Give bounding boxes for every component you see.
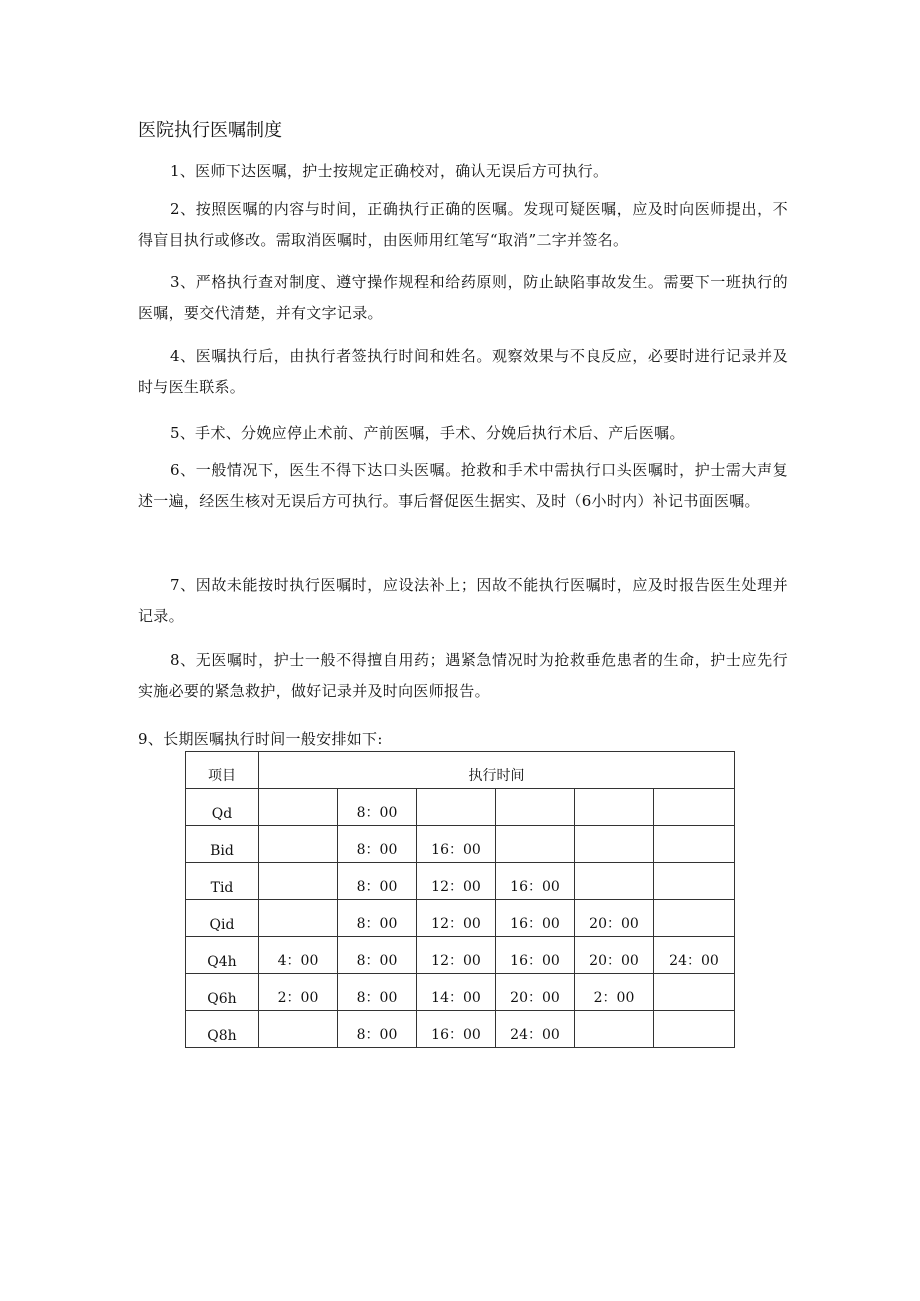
time-cell: 12：00	[417, 900, 496, 937]
row-item-cell: Tid	[186, 863, 259, 900]
table-row	[186, 937, 735, 974]
time-cell: 20：00	[496, 974, 575, 1011]
row-item-cell: Bid	[186, 826, 259, 863]
time-cell: 16：00	[496, 937, 575, 974]
time-cell	[575, 1011, 654, 1048]
time-cell	[259, 900, 338, 937]
paragraph-2: 2、按照医嘱的内容与时间，正确执行正确的医嘱。发现可疑医嘱，应及时向医师提出，不得盲目执行或修改。需取消医嘱时，由医师用红笔写“取消”二字并签名。	[138, 200, 788, 249]
time-cell: 24：00	[654, 937, 735, 974]
time-cell	[417, 789, 496, 826]
time-cell: 16：00	[496, 863, 575, 900]
time-cell: 8：00	[338, 789, 417, 826]
header-item-cell: 项目	[186, 752, 259, 789]
time-cell: 14：00	[417, 974, 496, 1011]
table-row	[186, 1011, 735, 1048]
time-cell	[654, 863, 735, 900]
time-cell: 20：00	[575, 937, 654, 974]
time-cell: 8：00	[338, 937, 417, 974]
time-cell	[259, 826, 338, 863]
time-cell	[496, 789, 575, 826]
row-item-cell: Qid	[186, 900, 259, 937]
schedule-table	[185, 751, 735, 1048]
time-cell: 16：00	[417, 826, 496, 863]
time-cell	[496, 826, 575, 863]
paragraph-5: 5、手术、分娩应停止术前、产前医嘱，手术、分娩后执行术后、产后医嘱。	[170, 424, 685, 442]
time-cell: 16：00	[496, 900, 575, 937]
time-cell: 8：00	[338, 826, 417, 863]
table-row	[186, 789, 735, 826]
section-9-heading: 9、长期医嘱执行时间一般安排如下:	[138, 730, 383, 748]
time-cell: 4：00	[259, 937, 338, 974]
time-cell	[575, 863, 654, 900]
header-time-cell: 执行时间	[259, 752, 735, 789]
time-cell: 24：00	[496, 1011, 575, 1048]
paragraph-3: 3、严格执行查对制度、遵守操作规程和给药原则，防止缺陷事故发生。需要下一班执行的医嘱，要交代清楚，并有文字记录。	[138, 273, 788, 322]
time-cell	[575, 789, 654, 826]
time-cell: 8：00	[338, 1011, 417, 1048]
time-cell: 8：00	[338, 900, 417, 937]
time-cell	[575, 826, 654, 863]
time-cell: 8：00	[338, 863, 417, 900]
table-header-row	[186, 752, 735, 789]
table-row	[186, 826, 735, 863]
paragraph-6: 6、一般情况下，医生不得下达口头医嘱。抢救和手术中需执行口头医嘱时，护士需大声复述一遍，经医生核对无误后方可执行。事后督促医生据实、及时（6小时内）补记书面医嘱。	[138, 461, 788, 510]
time-cell	[654, 1011, 735, 1048]
time-cell	[654, 789, 735, 826]
time-cell: 12：00	[417, 863, 496, 900]
time-cell	[259, 789, 338, 826]
time-cell	[654, 826, 735, 863]
time-cell	[259, 1011, 338, 1048]
time-cell: 16：00	[417, 1011, 496, 1048]
table-row	[186, 974, 735, 1011]
time-cell: 12：00	[417, 937, 496, 974]
time-cell	[654, 974, 735, 1011]
table-row	[186, 900, 735, 937]
time-cell	[654, 900, 735, 937]
paragraph-7: 7、因故未能按时执行医嘱时，应设法补上；因故不能执行医嘱时，应及时报告医生处理并记录。	[138, 576, 788, 625]
document-title: 医院执行医嘱制度	[138, 120, 282, 141]
time-cell: 2：00	[259, 974, 338, 1011]
paragraph-1: 1、医师下达医嘱，护士按规定正确校对，确认无误后方可执行。	[170, 162, 609, 180]
paragraph-8: 8、无医嘱时，护士一般不得擅自用药；遇紧急情况时为抢救垂危患者的生命，护士应先行实施必要的紧急救护，做好记录并及时向医师报告。	[138, 651, 788, 700]
row-item-cell: Q8h	[186, 1011, 259, 1048]
time-cell: 8：00	[338, 974, 417, 1011]
row-item-cell: Qd	[186, 789, 259, 826]
time-cell: 2：00	[575, 974, 654, 1011]
table-row	[186, 863, 735, 900]
time-cell	[259, 863, 338, 900]
paragraph-4: 4、医嘱执行后，由执行者签执行时间和姓名。观察效果与不良反应，必要时进行记录并及时与医生联系。	[138, 347, 788, 396]
row-item-cell: Q4h	[186, 937, 259, 974]
row-item-cell: Q6h	[186, 974, 259, 1011]
time-cell: 20：00	[575, 900, 654, 937]
